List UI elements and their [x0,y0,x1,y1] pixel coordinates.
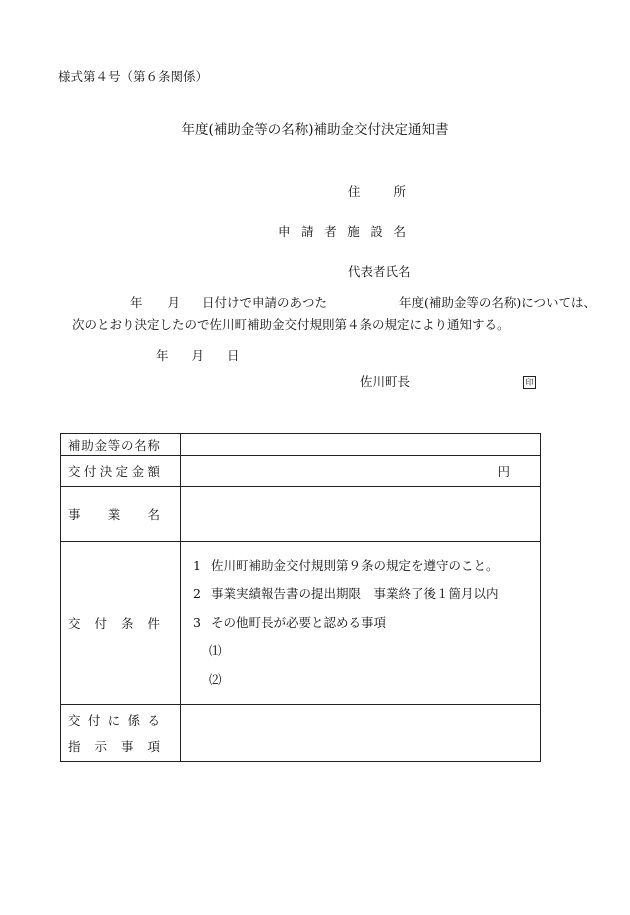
document-title: 年度(補助金等の名称)補助金交付決定通知書 [181,122,449,138]
form-number: 様式第４号（第６条関係） [58,69,209,84]
label-char: 事 [120,738,134,754]
issue-year: 年 [156,348,169,363]
label-char: 交 [68,616,81,632]
project-name-label [61,487,181,542]
label-char: 称 [147,437,160,453]
condition-number: 3 [193,614,201,630]
issue-day: 日 [227,348,240,363]
label-char: 付 [83,464,97,480]
amount-label [61,456,181,487]
condition-text: その他町長が必要と認める事項 [211,614,387,630]
facility-label-char: 請 [301,224,314,239]
label-char: に [107,712,121,728]
mayor-label: 佐川町長 [360,374,411,389]
label-char: 業 [107,507,121,523]
subsidy-detail-table [60,433,541,762]
condition-text: 事業実績報告書の提出期限 事業終了後１箇月以内 [211,586,499,602]
seal-mark: 印 [523,376,536,389]
conditions-value [181,542,541,704]
condition-number: 1 [193,557,201,573]
sub-item-marker: ⑵ [209,671,222,687]
subsidy-name-label [61,434,181,456]
condition-item [193,557,528,573]
condition-number: 2 [193,586,201,602]
notice-body-line1 [72,297,596,310]
label-char: 補 [68,437,81,453]
facility-label-char: 名 [393,224,406,239]
label-char: 額 [147,464,160,480]
sub-item-marker: ⑴ [209,643,222,659]
conditions-label [61,542,181,704]
label-char: 助 [81,437,94,453]
condition-text: 佐川町補助金交付規則第９条の規定を遵守のこと。 [211,557,499,573]
label-char: 等 [107,437,121,453]
issue-month: 月 [191,348,205,363]
facility-label-char: 者 [324,224,337,239]
instructions-label [61,704,181,761]
label-char: 交 [68,712,81,728]
label-char: 件 [147,616,160,632]
address-label-char: 所 [393,184,406,199]
applicant-facility-label [278,226,406,239]
label-char: の [120,437,134,453]
table-row [61,704,541,761]
table-row [61,434,541,456]
label-char: 付 [87,712,101,728]
condition-item [193,588,528,601]
label-char: 金 [94,437,107,453]
table-row [61,487,541,542]
facility-label-char: 設 [370,224,383,239]
address-label-char: 住 [348,184,361,199]
sub-item [193,671,528,687]
label-char: 項 [147,738,160,754]
label-char: 条 [120,616,134,632]
label-char: 決 [99,464,113,480]
instructions-value[interactable] [181,704,541,761]
representative-name-label: 代表者氏名 [348,264,411,279]
facility-label-char: 申 [278,224,291,239]
label-char: 指 [68,738,81,754]
facility-label-char: 施 [347,224,360,239]
label-char: 名 [134,437,147,453]
subsidy-name-value[interactable] [181,434,541,456]
label-char: 名 [147,507,160,523]
notice-body-line2: 次のとおり決定したので佐川町補助金交付規則第４条の規定により通知する。 [72,317,510,332]
table-row [61,542,541,704]
sub-item [193,645,528,658]
body-year: 年 [130,295,143,310]
label-char: 定 [115,464,129,480]
body-date-phrase: 日付けで申請のあつた [202,295,328,310]
label-char: る [147,712,160,728]
amount-value[interactable] [181,456,541,487]
table-row [61,456,541,487]
yen-unit: 円 [497,464,510,480]
mayor-signature-line [360,376,536,389]
label-char: 金 [131,464,145,480]
body-fiscal-phrase: 年度(補助金等の名称)については、 [399,295,597,310]
label-char: 事 [68,507,81,523]
issue-date [156,350,240,363]
project-name-value[interactable] [181,487,541,542]
label-char: 付 [94,616,107,632]
address-label [348,186,406,199]
label-char: 交 [68,464,81,480]
condition-item [193,614,528,630]
label-char: 係 [127,712,141,728]
label-char: 示 [94,738,107,754]
body-month: 月 [167,295,181,310]
